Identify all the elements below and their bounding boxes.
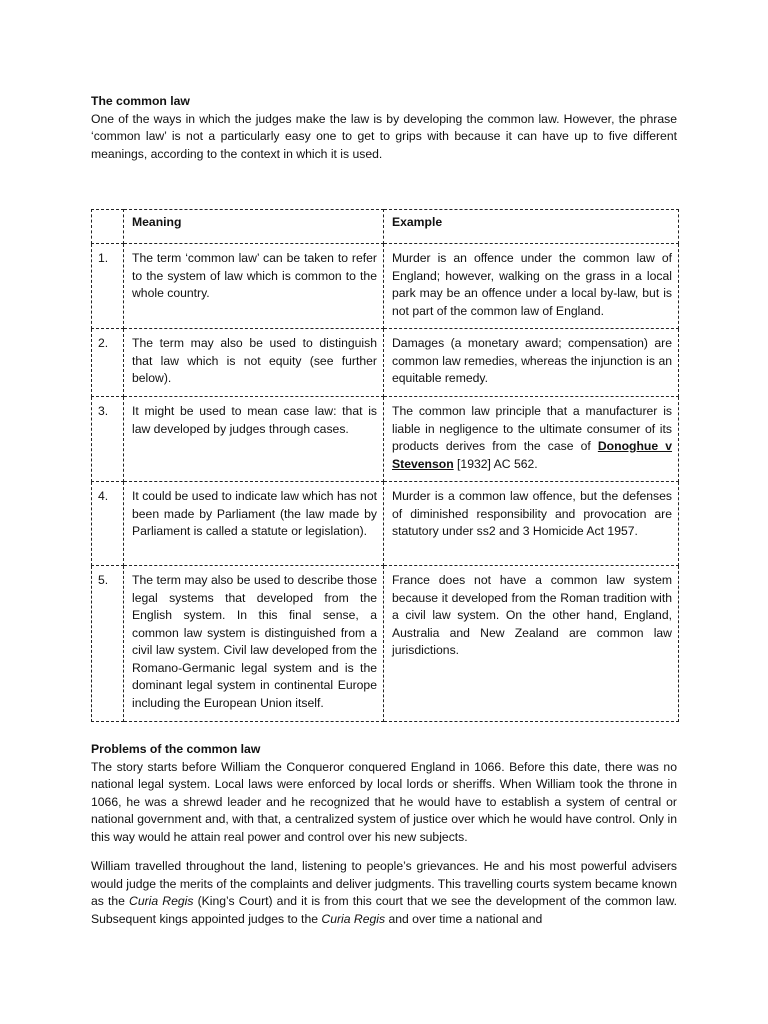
intro-paragraph: One of the ways in which the judges make the law is by developing the common law. However, the phrase ‘common law’ is not a particularly easy one to get to grips with because it can have up to five different meanings, according to the context in which it is used.	[91, 111, 677, 161]
section-heading-common-law: The common law	[91, 94, 190, 108]
table-row	[92, 329, 679, 397]
curia-regis-term: Curia Regis	[129, 894, 194, 908]
problems-section	[91, 741, 677, 846]
paragraph-text: and over time a national and	[385, 911, 543, 926]
row-number: 3.	[92, 397, 124, 482]
example-cell	[384, 397, 679, 482]
example-text: [1932] AC 562.	[453, 456, 538, 471]
meaning-cell: It could be used to indicate law which has not been made by Parliament (the law made by Parliament is called a statute or legislation).	[124, 482, 384, 566]
row-number: 1.	[92, 244, 124, 329]
table-row	[92, 482, 679, 566]
meaning-cell: The term ‘common law’ can be taken to refer to the system of law which is common to the whole country.	[124, 244, 384, 329]
table-header-row	[92, 210, 679, 244]
case-citation: Donoghue v Stevenson	[392, 439, 673, 471]
meanings-table	[91, 209, 679, 722]
section-heading-problems: Problems of the common law	[91, 742, 261, 756]
problems-paragraph-1: The story starts before William the Conqueror conquered England in 1066. Before this date, there was no national legal system. Local laws were enforced by local lords or sheriffs. When William took the throne in 1066, he was a shrewd leader and he recognized that he would have to establish a system of central or national government and, with that, a centralized system of justice over which he would have control. Only in this way would he attain real power and control over his new subjects.	[91, 759, 677, 844]
row-number: 2.	[92, 329, 124, 397]
example-cell: Damages (a monetary award; compensation) are common law remedies, whereas the injunction is an equitable remedy.	[384, 329, 679, 397]
example-cell: Murder is an offence under the common law of England; however, walking on the grass in a local park may be an offence under a local by-law, but is not part of the common law of England.	[384, 244, 679, 329]
header-cell-num	[92, 210, 124, 244]
table-row	[92, 244, 679, 329]
example-cell: Murder is a common law offence, but the defenses of diminished responsibility and provocation are statutory under ss2 and 3 Homicide Act 1957.	[384, 482, 679, 566]
table-row	[92, 397, 679, 482]
meaning-cell: The term may also be used to describe those legal systems that developed from the English system. In this final sense, a common law system is distinguished from a civil law system. Civil law developed from the Romano-Germanic legal system and is the dominant legal system in continental Europe including the European Union itself.	[124, 566, 384, 722]
paragraph-text: (King’s Court) and it is from this court that we see the development of the common law. Subsequent kings appointed judges to the	[91, 894, 678, 926]
paragraph-text: William travelled throughout the land, listening to people’s grievances. He and his most powerful advisers would judge the merits of the complaints and deliver judgments. This travelling courts system became known as the	[91, 859, 677, 908]
meaning-cell: It might be used to mean case law: that is law developed by judges through cases.	[124, 397, 384, 482]
table-row	[92, 566, 679, 722]
curia-regis-term: Curia Regis	[321, 911, 386, 926]
example-cell: France does not have a common law system because it developed from the Roman tradition with a civil law system. On the other hand, England, Australia and New Zealand are common law jurisdictions.	[384, 566, 679, 722]
row-number: 4.	[92, 482, 124, 566]
header-cell-meaning: Meaning	[124, 210, 384, 244]
intro-section	[91, 93, 677, 163]
header-cell-example: Example	[384, 210, 679, 244]
meaning-cell: The term may also be used to distinguish that law which is not equity (see further below).	[124, 329, 384, 397]
problems-paragraph-2	[91, 858, 677, 928]
row-number: 5.	[92, 566, 124, 722]
example-text: The common law principle that a manufacturer is liable in negligence to the ultimate consumer of its products derives from the case of	[392, 404, 672, 453]
